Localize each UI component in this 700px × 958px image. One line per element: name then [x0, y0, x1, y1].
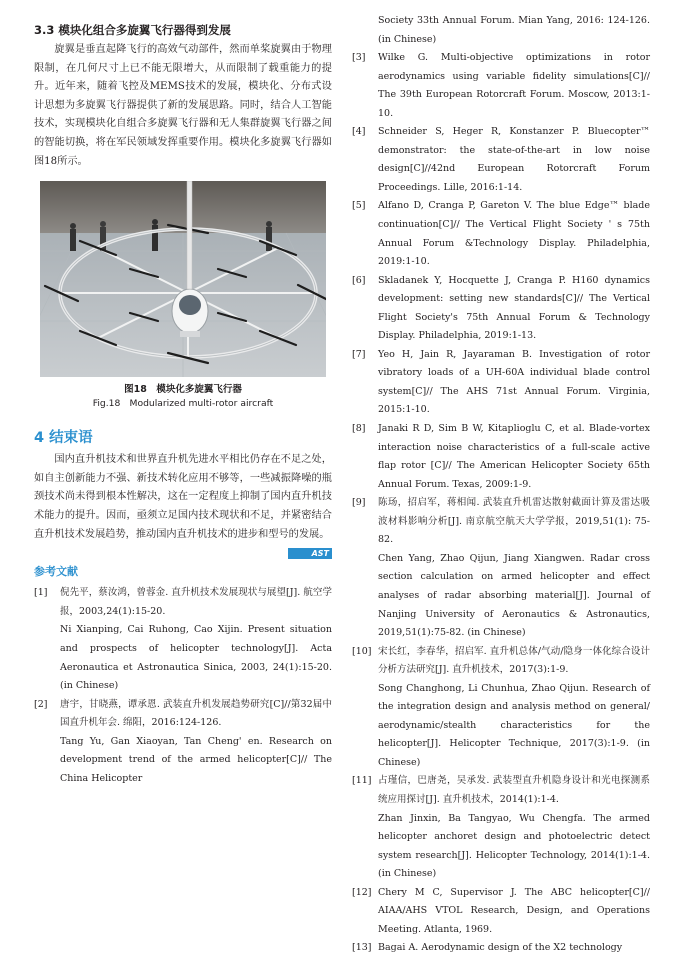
conclusion-title: 4 结束语 — [34, 430, 93, 447]
reference-item — [352, 494, 650, 642]
reference-text-cn: 占瑾信，巴唐尧，吴承发. 武装型直升机隐身设计和光电探测系统应用探讨[J]. 直升机技术，2014(1):1-4. — [378, 775, 650, 805]
references-list-right — [352, 12, 650, 958]
reference-item — [352, 123, 650, 197]
references-list-left — [34, 584, 332, 789]
reference-text-en: Zhan Jinxin, Ba Tangyao, Wu Chengfa. The armed helicopter anchoret design and photoelectric detect system research[J]. Helicopter Technology, 2014(1):1-4. (in Chinese) — [378, 812, 650, 880]
reference-number: [11] — [352, 775, 372, 787]
reference-text: Schneider S, Heger R, Konstanzer P. Bluecopter™ demonstrator: the state-of-the-art in low noise design[C]//42nd European Rotorcraft Forum Proceedings. Lille, 2016:1-14. — [378, 126, 650, 193]
reference-number: [6] — [352, 274, 366, 286]
reference-text-cn: 唐宇，甘晓燕，谭承恩. 武装直升机发展趋势研究[C]//第32届中国直升机年会. 绵阳，2016:124-126. — [60, 698, 332, 729]
reference-item — [352, 272, 650, 346]
reference-item — [352, 643, 650, 773]
reference-text: Wilke G. Multi-objective optimizations in rotor aerodynamics using variable fidelity simulations[C]// The 39th European Rotorcraft Forum. Moscow, 2013:1-10. — [378, 52, 650, 119]
reference-item — [352, 939, 650, 958]
reference-text: Chery M C, Supervisor J. The ABC helicopter[C]// AIAA/AHS VTOL Research, Design, and Operations Meeting. Atlanta, 1969. — [378, 886, 650, 935]
reference-item — [34, 584, 332, 696]
figure-18-caption-cn: 图18 模块化多旋翼飞行器 — [124, 384, 242, 396]
reference-text-en: Ni Xianping, Cai Ruhong, Cao Xijin. Present situation and prospects of helicopter technology[J]. Acta Aeronautica et Astronautica Sinica, 2003, 24(1):15-20. (in Chinese) — [60, 624, 332, 692]
reference-continuation — [352, 12, 650, 49]
reference-item — [352, 772, 650, 883]
reference-text: Alfano D, Cranga P, Gareton V. The blue Edge™ blade continuation[C]// The Vertical Flight Society ' s 75th Annual Forum &Technology Display. Philadelphia, 2019:1-10. — [378, 200, 650, 268]
reference-number: [8] — [352, 423, 366, 435]
reference-number: [10] — [352, 645, 372, 657]
section-3-3-title: 3.3 模块化组合多旋翼飞行器得到发展 — [34, 23, 231, 37]
conclusion-paragraph: 国内直升机技术和世界直升机先进水平相比仍存在不足之处，如自主创新能力不强、新技术转化应用不够等，一些减振降噪的瓶颈技术尚未得到根本性解决，这在一定程度上抑制了国内直升机技术能力的提升。因而，亟须立足国内技术现状和不足，并紧密结合直升机技术发展趋势，推动国内直升机技术的进步和型号的发展。 AST — [34, 454, 332, 559]
right-column — [352, 12, 650, 958]
reference-text: Janaki R D, Sim B W, Kitaplioglu C, et al. Blade-vortex interaction noise characteristics of a full-scale active flap rotor [C]// The American Helicopter Society 65th Annual Forum. Texas, 2009:1-9. — [378, 423, 650, 490]
reference-item — [352, 420, 650, 494]
reference-item — [352, 197, 650, 271]
reference-item — [352, 884, 650, 940]
reference-number: [9] — [352, 497, 366, 509]
left-column — [34, 22, 332, 789]
reference-text-en: Song Changhong, Li Chunhua, Zhao Qijun. Research of the integration design and analysis method on general/ aerodynamic/stealth characteristics for the helicopter[J]. Helicopter Technique, 2017(3):1-9. (in Chinese) — [378, 682, 650, 768]
reference-number: [1] — [34, 587, 48, 599]
reference-text-cn: 倪先平，蔡汝鸿，曾蓉金. 直升机技术发展现状与展望[J]. 航空学报，2003,24(1):15-20. — [60, 587, 332, 617]
reference-text: Bagai A. Aerodynamic design of the X2 technology — [378, 942, 623, 954]
reference-number: [3] — [352, 52, 366, 64]
section-3-3-paragraph: 旋翼是垂直起降飞行的高效气动部件，然而单桨旋翼由于物理限制，在几何尺寸上已不能无限增大，从而限制了载重能力的提升。近年来，随着飞控及MEMS技术的发展，模块化、分布式设计思想为多旋翼飞行器提供了新的发展思路。同时，结合人工智能技术，实现模块化自组合多旋翼飞行器和无人集群旋翼飞行器之间的智能切换，将在军民领域发挥重要作用。模块化多旋翼飞行器如图18所示。 — [34, 44, 332, 167]
reference-item — [34, 696, 332, 789]
reference-number: [4] — [352, 126, 366, 138]
reference-text-en: Chen Yang, Zhao Qijun, Jiang Xiangwen. Radar cross section calculation on armed helicopter and effect analyses of radar absorbing material[J]. Journal of Nanjing University of Aeronautics & Astronautics, 2019,51(1):75-82. (in Chinese) — [378, 552, 650, 639]
reference-number: [5] — [352, 200, 366, 212]
reference-text: Yeo H, Jain R, Jayaraman B. Investigation of rotor vibratory loads of a UH-60A individual blade control system[C]// The AHS 71st Annual Forum. Virginia, 2015:1-10. — [378, 348, 650, 416]
references-title: 参考文献 — [34, 565, 78, 579]
reference-text-cn: 宋长红，李春华，招启军. 直升机总体/气动/隐身一体化综合设计分析方法研究[J]. 直升机技术，2017(3):1-9. — [378, 645, 650, 676]
ast-end-badge: AST — [288, 548, 332, 559]
reference-item — [352, 346, 650, 420]
reference-number: [2] — [34, 698, 48, 710]
reference-number: [7] — [352, 348, 366, 360]
reference-text-en: Tang Yu, Gan Xiaoyan, Tan Cheng' en. Research on development trend of the armed helicopter[C]// The China Helicopter — [60, 735, 332, 785]
reference-number: [13] — [352, 942, 372, 954]
reference-number: [12] — [352, 886, 372, 898]
reference-text: Skladanek Y, Hocquette J, Cranga P. H160 dynamics development: setting new standards[C]// The Vertical Flight Society's 75th Annual Forum & Technology Display. Philadelphia, 2019:1-13. — [378, 274, 650, 342]
figure-18-caption-en: Fig.18 Modularized multi-rotor aircraft — [92, 398, 274, 410]
figure-18-photo — [40, 181, 326, 377]
reference-item — [352, 49, 650, 123]
multirotor-photo-illustration — [40, 181, 326, 377]
reference-text: Society 33th Annual Forum. Mian Yang, 2016: 124-126. (in Chinese) — [378, 15, 650, 45]
reference-text-cn: 陈玚，招启军，蒋相闻. 武装直升机雷达散射截面计算及雷达吸波材料影响分析[J]. 南京航空航天大学学报，2019,51(1): 75-82. — [378, 497, 650, 546]
